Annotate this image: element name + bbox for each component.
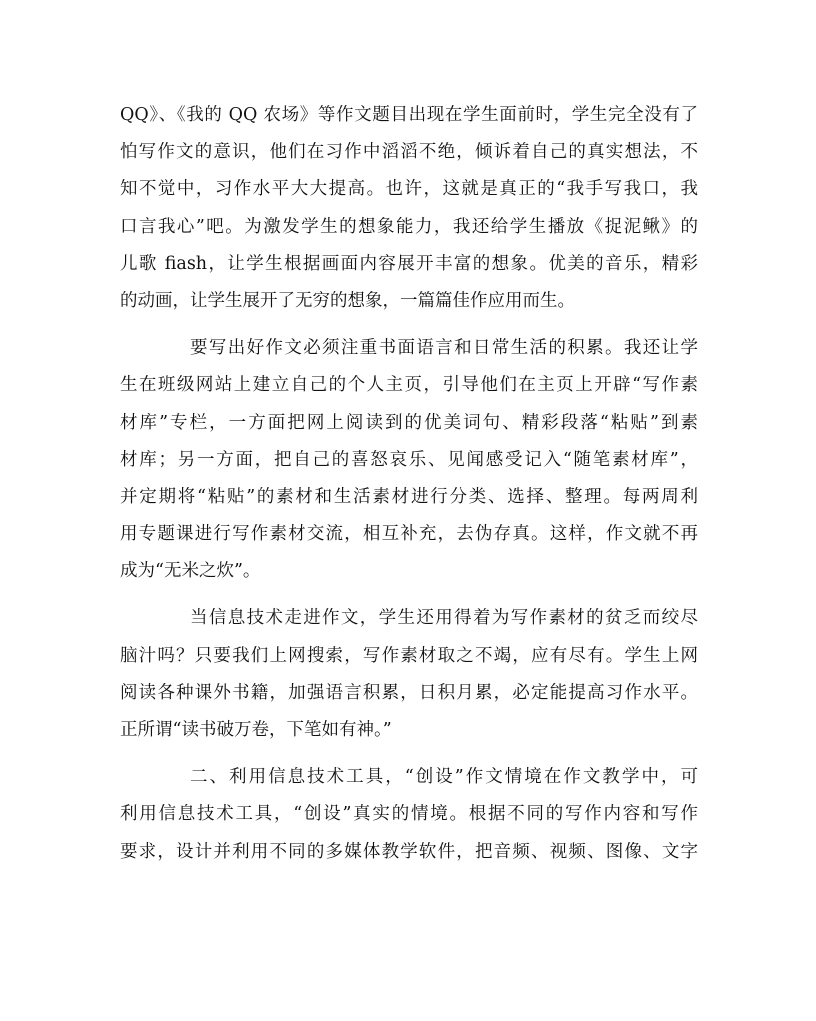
paragraph-1: [120, 97, 698, 320]
paragraph-3: [120, 600, 698, 749]
paragraph-line: 材库；另一方面，把自己的喜怒哀乐、见闻感受记入“随笔素材库”，: [120, 449, 698, 470]
paragraph-line: 材库”专栏，一方面把网上阅读到的优美词句、精彩段落“粘贴”到素: [120, 412, 698, 433]
paragraph-line: 二、利用信息技术工具，“创设”作文情境在作文教学中，可: [190, 767, 698, 788]
paragraph-line: 利用信息技术工具，“创设”真实的情境。根据不同的写作内容和写作: [120, 804, 698, 825]
paragraph-gap: [120, 590, 698, 600]
paragraph-line: 怕写作文的意识，他们在习作中滔滔不绝，倾诉着自己的真实想法，不: [120, 142, 698, 163]
paragraph-line: 口言我心”吧。为激发学生的想象能力，我还给学生播放《捉泥鳅》的: [120, 216, 698, 237]
paragraph-line: QQ》、《我的 QQ 农场》等作文题目出现在学生面前时，学生完全没有了: [120, 105, 698, 125]
paragraph-line: 正所谓“读书破万卷，下笔如有神。”: [120, 720, 392, 740]
paragraph-4: [120, 759, 698, 871]
paragraph-gap: [120, 749, 698, 759]
paragraph-line: 阅读各种课外书籍，加强语言积累，日积月累，必定能提高习作水平。: [120, 682, 698, 703]
paragraph-2: [120, 330, 698, 590]
paragraph-line: 成为“无米之炊”。: [120, 561, 261, 582]
paragraph-line: 并定期将“粘贴”的素材和生活素材进行分类、选择、整理。每两周利: [120, 486, 698, 507]
paragraph-line: 生在班级网站上建立自己的个人主页，引导他们在主页上开辟“写作素: [120, 375, 698, 396]
paragraph-line: 的动画，让学生展开了无穷的想象，一篇篇佳作应用而生。: [120, 290, 575, 311]
paragraph-line: 知不觉中，习作水平大大提高。也许，这就是真正的“我手写我口，我: [120, 179, 698, 200]
paragraph-line: 脑汁吗？只要我们上网搜索，写作素材取之不竭，应有尽有。学生上网: [120, 645, 698, 666]
paragraph-line: 当信息技术走进作文，学生还用得着为写作素材的贫乏而绞尽: [190, 608, 698, 629]
paragraph-gap: [120, 320, 698, 330]
paragraph-line: 要写出好作文必须注重书面语言和日常生活的积累。我还让学: [190, 338, 698, 359]
document-body: [120, 97, 698, 871]
paragraph-line: 儿歌 fiash，让学生根据画面内容展开丰富的想象。优美的音乐，精彩: [120, 253, 698, 274]
paragraph-line: 要求，设计并利用不同的多媒体教学软件，把音频、视频、图像、文字: [120, 841, 698, 862]
paragraph-line: 用专题课进行写作素材交流，相互补充，去伪存真。这样，作文就不再: [120, 524, 698, 545]
